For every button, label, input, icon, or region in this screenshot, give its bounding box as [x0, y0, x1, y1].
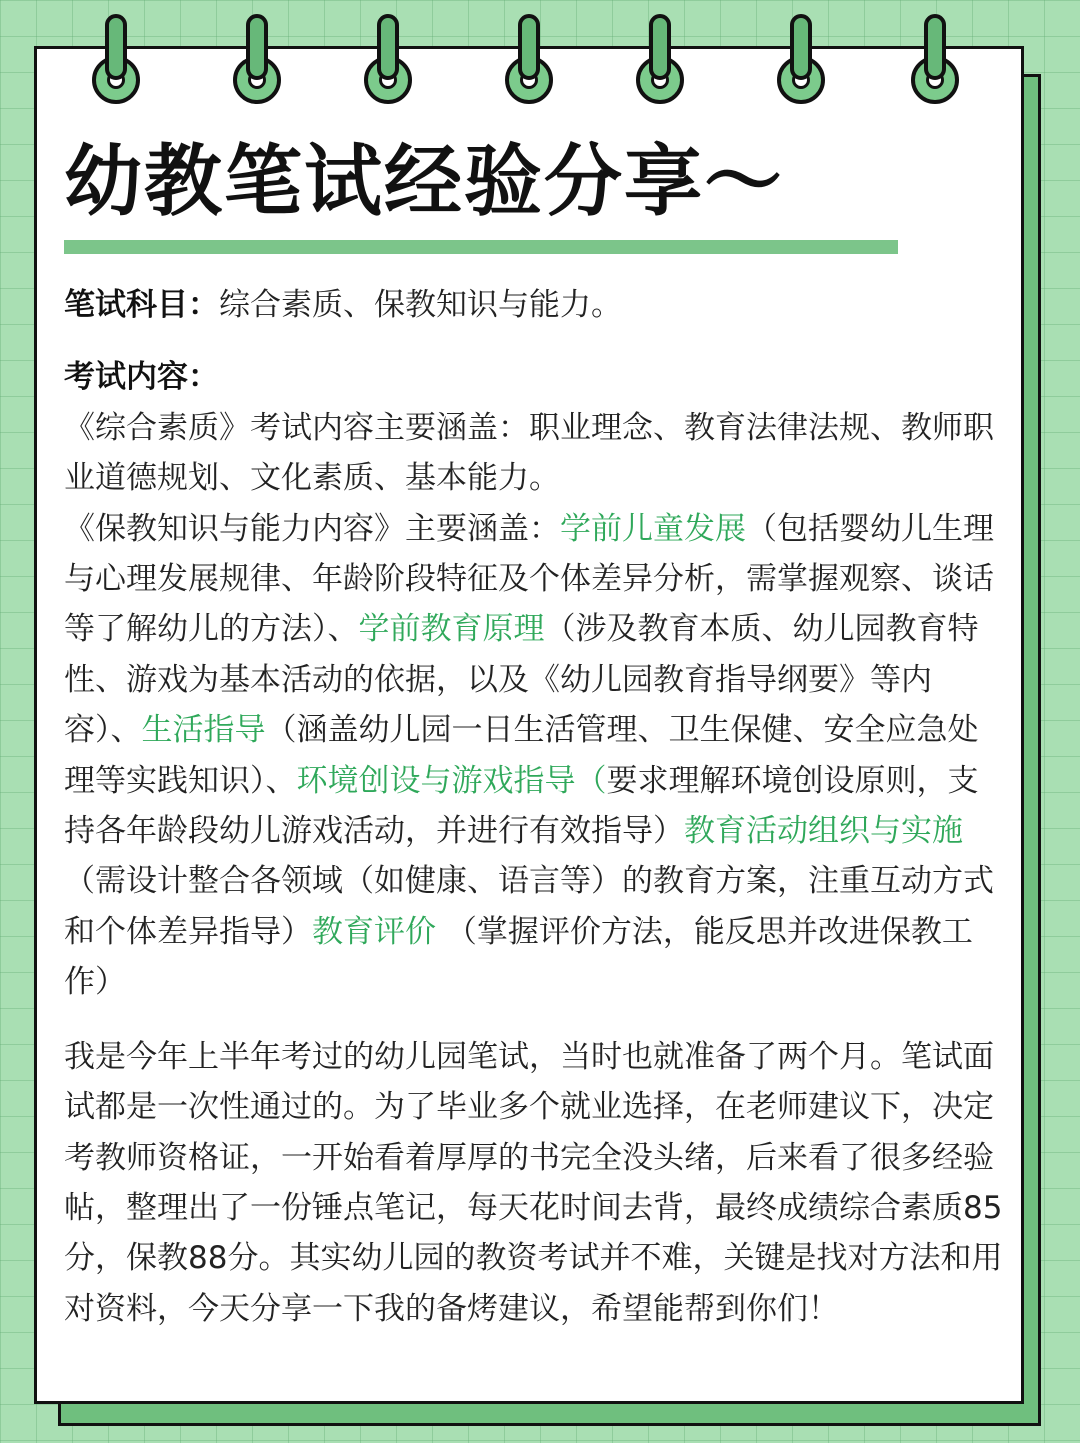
topic-name: 教育评价	[312, 913, 436, 950]
topic-description: （包括婴幼儿生理与心理发展规律、年龄阶段特征及个体差异分析，需掌握观察、谈话等了解幼儿的方法）、	[64, 510, 994, 648]
spiral-binding-ring-icon	[233, 14, 281, 106]
topic-name: 环境创设与游戏指导（	[296, 762, 607, 799]
topic-name: 生活指导	[141, 712, 266, 749]
care-education-intro: 《保教知识与能力内容》主要涵盖：	[64, 510, 560, 547]
topic-description: 要求理解环境创设原则，支持各年龄段幼儿游戏活动，并进行有效指导）	[64, 762, 979, 850]
topic-description: （涵盖幼儿园一日生活管理、卫生保健、安全应急处理等实践知识）、	[64, 712, 979, 799]
spiral-binding-ring-icon	[92, 14, 140, 106]
spiral-binding-ring-icon	[636, 14, 684, 106]
topic-description: （需设计整合各领域（如健康、语言等）的教育方案，注重互动方式和个体差异指导）	[64, 863, 994, 950]
comprehensive-quality-paragraph: 《综合素质》考试内容主要涵盖：职业理念、教育法律法规、教师职业道德规划、文化素质、基本能力。	[64, 409, 994, 497]
personal-story-paragraph: 我是今年上半年考过的幼儿园笔试，当时也就准备了两个月。笔试面试都是一次性通过的。为了毕业多个就业选择，在老师建议下，决定考教师资格证，一开始看着厚厚的书完全没头绪，后来看了很多经验帖，整理出了一份锤点笔记，每天花时间去背，最终成绩综合素质85分，保教88分。其实幼儿园的教资考试并不难，关键是找对方法和用对资料，今天分享一下我的备烤建议，希望能帮到你们！	[64, 1038, 1003, 1327]
spiral-binding-ring-icon	[505, 14, 553, 106]
exam-subjects-label: 笔试科目：	[64, 287, 219, 323]
topic-name: 教育活动组织与实施	[684, 813, 963, 850]
exam-subjects-text: 综合素质、保教知识与能力。	[219, 287, 622, 323]
spiral-binding-ring-icon	[777, 14, 825, 106]
exam-subjects	[64, 280, 1004, 330]
topic-description: （掌握评价方法，能反思并改进保教工作）	[64, 913, 973, 1001]
care-education-paragraph	[64, 504, 1004, 1008]
exam-content-label: 考试内容：	[64, 359, 219, 396]
spiral-binding-ring-icon	[364, 14, 412, 106]
topic-description: （涉及教育本质、幼儿园教育特性、游戏为基本活动的依据，以及《幼儿园教育指导纲要》等内容）、	[64, 611, 979, 749]
article-body	[64, 280, 1004, 1334]
page-title: 幼教笔试经验分享～	[64, 137, 785, 227]
topic-name: 学前儿童发展	[560, 510, 746, 547]
topic-name: 学前教育原理	[358, 611, 545, 648]
title-underline	[64, 240, 898, 254]
spiral-binding-ring-icon	[911, 14, 959, 106]
